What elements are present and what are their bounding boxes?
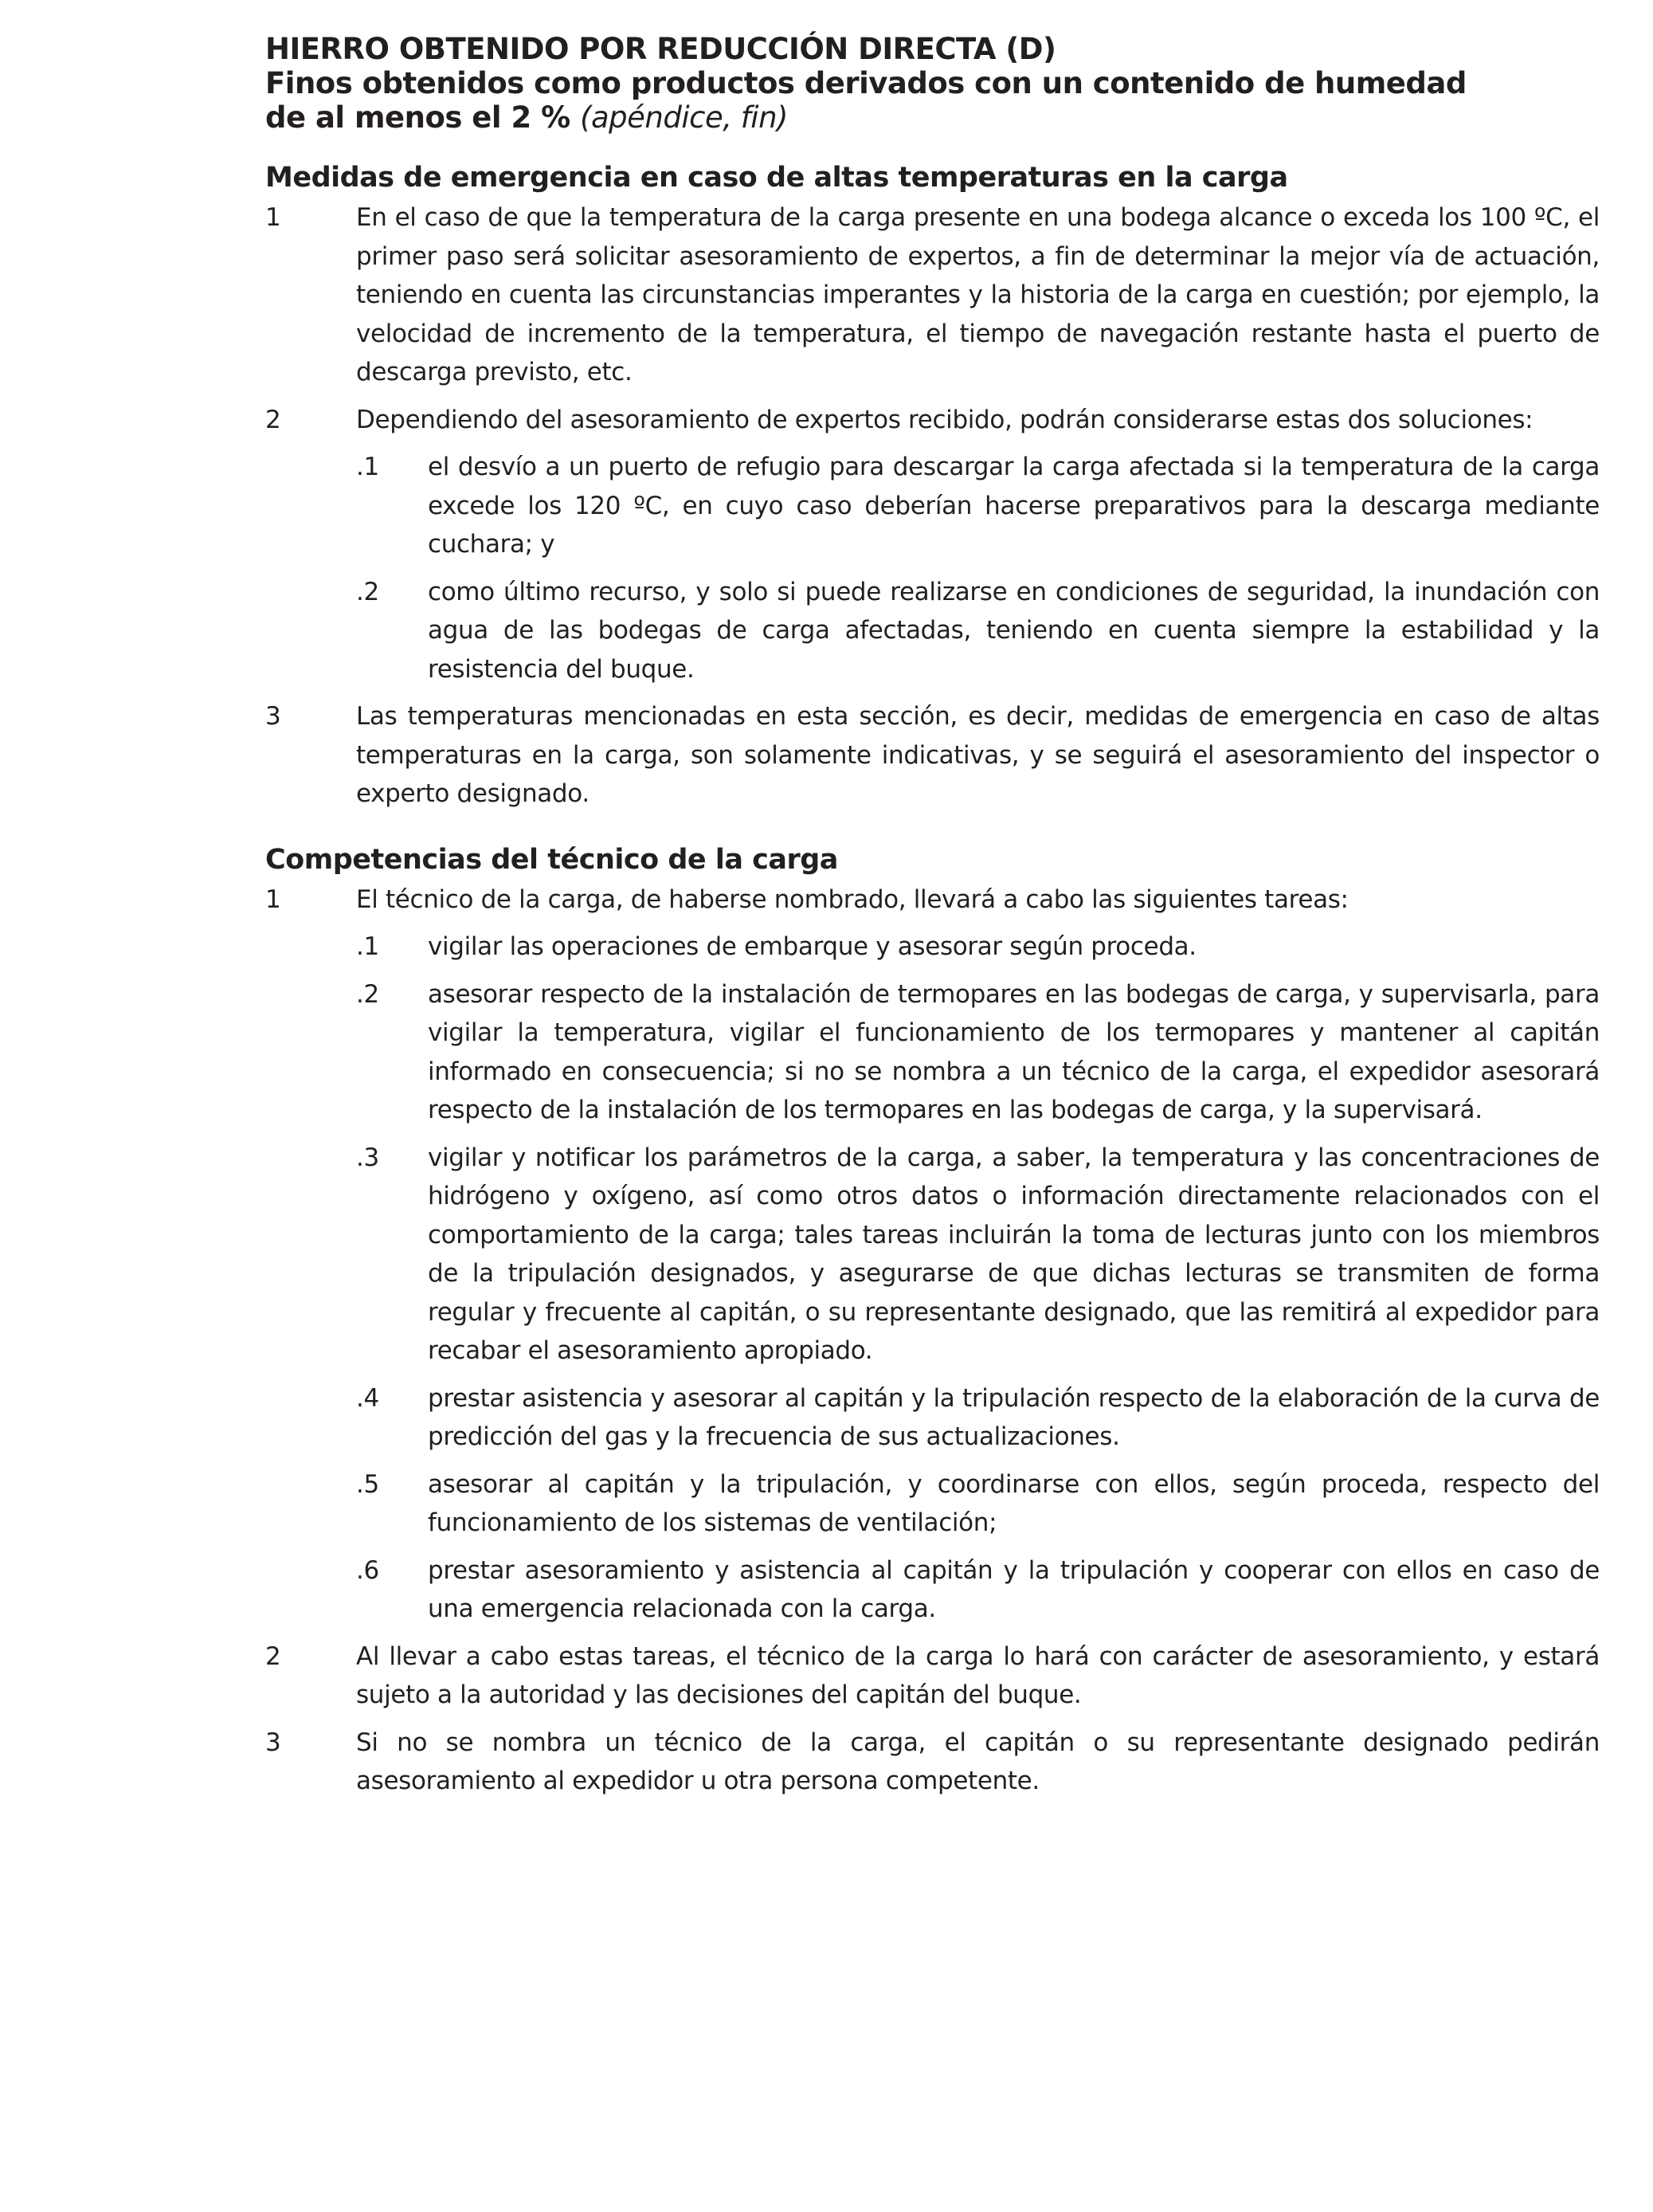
item-number: 2 — [265, 405, 281, 434]
sub-item-number: .5 — [356, 1469, 379, 1499]
item-number: 3 — [265, 702, 281, 731]
item-text: El técnico de la carga, de haberse nombrado, llevará a cabo las siguientes tareas: — [356, 884, 1349, 914]
section-emergency-measures — [265, 160, 1600, 814]
item-text: Al llevar a cabo estas tareas, el técnico de la carga lo hará con carácter de asesoramiento, y estará sujeto a la autoridad y las decisiones del capitán del buque. — [356, 1641, 1600, 1709]
section-heading: Competencias del técnico de la carga — [265, 843, 838, 876]
sub-item-number: .3 — [356, 1143, 379, 1172]
title-line-1: HIERRO OBTENIDO POR REDUCCIÓN DIRECTA (D) — [265, 32, 1056, 66]
item-number: 1 — [265, 884, 281, 914]
numbered-item — [265, 401, 1600, 689]
sub-item — [356, 1551, 1600, 1629]
sub-item-text: prestar asistencia y asesorar al capitán y la tripulación respecto de la elaboración de la curva de predicción del gas y la frecuencia de sus actualizaciones. — [428, 1383, 1600, 1451]
title-line-3-bold: de al menos el 2 % — [265, 100, 570, 135]
item-text: Dependiendo del asesoramiento de expertos recibido, podrán considerarse estas dos soluciones: — [356, 405, 1534, 434]
item-text: Si no se nombra un técnico de la carga, el capitán o su representante designado pedirán asesoramiento al expedidor u otra persona competente. — [356, 1728, 1600, 1795]
sub-item-text: como último recurso, y solo si puede realizarse en condiciones de seguridad, la inundación con agua de las bodegas de carga afectadas, teniendo en cuenta siempre la estabilidad y la resistencia del buque. — [428, 577, 1600, 684]
sub-item-number: .6 — [356, 1555, 379, 1585]
sub-item-text: asesorar al capitán y la tripulación, y coordinarse con ellos, según proceda, respecto del funcionamiento de los sistemas de ventilación; — [428, 1469, 1600, 1537]
sub-item-number: .2 — [356, 979, 379, 1009]
numbered-item — [265, 198, 1600, 392]
item-number: 1 — [265, 203, 281, 232]
numbered-item — [265, 1724, 1600, 1801]
sub-item-number: .4 — [356, 1383, 379, 1413]
numbered-item — [265, 1637, 1600, 1715]
item-text: Las temperaturas mencionadas en esta sección, es decir, medidas de emergencia en caso de altas temperaturas en la carga, son solamente indicativas, y se seguirá el asesoramiento del inspector o experto designado. — [356, 702, 1600, 808]
sub-item-number: .2 — [356, 577, 379, 606]
item-number: 2 — [265, 1641, 281, 1671]
title-line-2: Finos obtenidos como productos derivados con un contenido de humedad — [265, 66, 1467, 100]
sub-item-text: el desvío a un puerto de refugio para descargar la carga afectada si la temperatura de la carga excede los 120 ºC, en cuyo caso deberían hacerse preparativos para la descarga mediante cuchara; y — [428, 453, 1600, 559]
item-number: 3 — [265, 1728, 281, 1757]
sub-item — [356, 1139, 1600, 1371]
title-line-3 — [265, 100, 1600, 135]
sub-item-text: vigilar las operaciones de embarque y asesorar según proceda. — [428, 932, 1197, 961]
document-page — [265, 32, 1600, 1801]
sub-item — [356, 975, 1600, 1130]
section-cargo-technician-competencies — [265, 842, 1600, 1801]
sub-item-text: prestar asesoramiento y asistencia al capitán y la tripulación y cooperar con ellos en caso de una emergencia relacionada con la carga. — [428, 1555, 1600, 1623]
numbered-item — [265, 880, 1600, 1629]
numbered-item — [265, 697, 1600, 814]
sub-item — [356, 1465, 1600, 1543]
sub-item — [356, 448, 1600, 564]
document-title — [265, 32, 1600, 135]
sub-item — [356, 928, 1600, 967]
item-text: En el caso de que la temperatura de la carga presente en una bodega alcance o exceda los 100 ºC, el primer paso será solicitar asesoramiento de expertos, a fin de determinar la mejor vía de actuación, teniendo en cuenta las circunstancias imperantes y la historia de la carga en cuestión; por ejemplo, la velocidad de incremento de la temperatura, el tiempo de navegación restante hasta el puerto de descarga previsto, etc. — [356, 203, 1600, 386]
sub-item — [356, 573, 1600, 689]
sub-item — [356, 1379, 1600, 1457]
section-heading: Medidas de emergencia en caso de altas temperaturas en la carga — [265, 162, 1288, 194]
title-appendix-note: (apéndice, fin) — [580, 100, 788, 135]
sub-item-text: asesorar respecto de la instalación de termopares en las bodegas de carga, y supervisarla, para vigilar la temperatura, vigilar el funcionamiento de los termopares y mantener al capitán informado en consecuencia; si no se nombra a un técnico de la carga, el expedidor asesorará respecto de la instalación de los termopares en las bodegas de carga, y la supervisará. — [428, 979, 1600, 1124]
sub-item-number: .1 — [356, 453, 379, 481]
sub-item-number: .1 — [356, 932, 379, 961]
sub-item-text: vigilar y notificar los parámetros de la carga, a saber, la temperatura y las concentraciones de hidrógeno y oxígeno, así como otros datos o información directamente relacionados con el comportamiento de la carga; tales tareas incluirán la toma de lecturas junto con los miembros de la tripulación designados, y asegurarse de que dichas lecturas se transmiten de forma regular y frecuente al capitán, o su representante designado, que las remitirá al expedidor para recabar el asesoramiento apropiado. — [428, 1143, 1600, 1365]
